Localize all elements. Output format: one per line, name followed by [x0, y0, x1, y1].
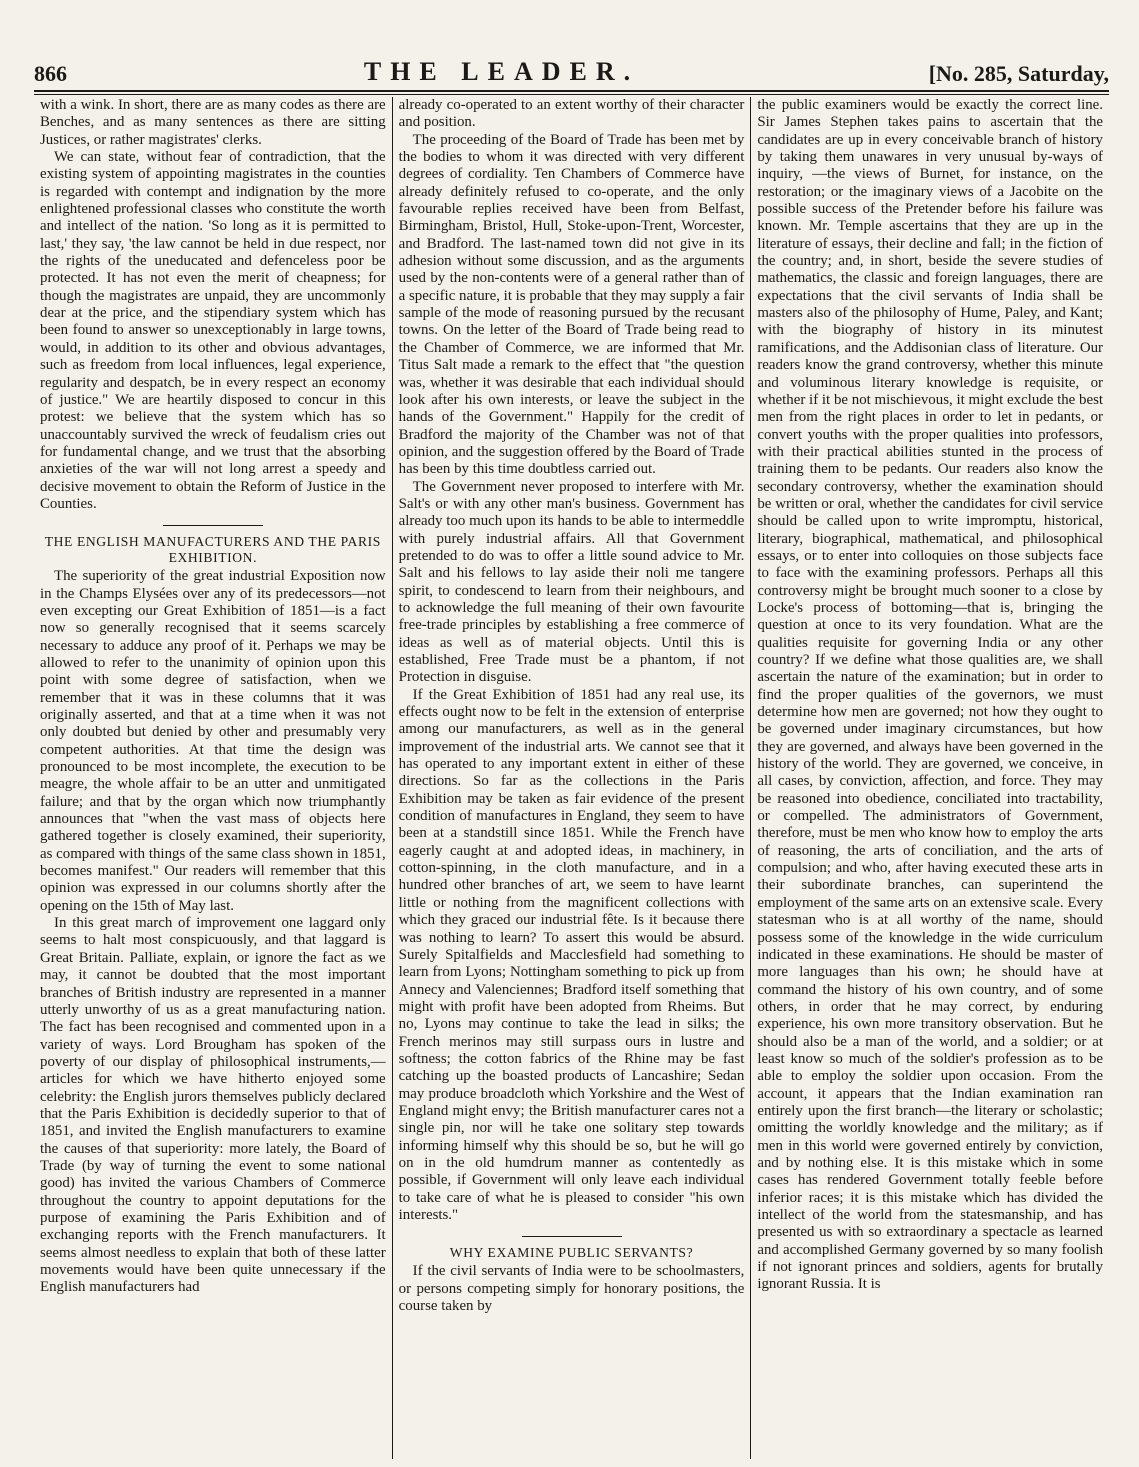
article-heading: WHY EXAMINE PUBLIC SERVANTS?: [449, 1245, 694, 1261]
paragraph: If the civil servants of India were to be schoolmasters, or persons competing simply for honorary positions, the course taken by: [398, 1263, 745, 1315]
column-2: [392, 97, 751, 1459]
page-number: 866: [34, 61, 67, 86]
paragraph: the public examiners would be exactly the correct line. Sir James Stephen takes pains to ascertain that the candidates are up in every conceivable branch of history by taking them unawares in very unusual by-ways of inquiry, —the views of Burnet, for instance, on the restoration; or the imaginary views of a Jacobite on the possible success of the Pretender before his failure was known. Mr. Temple ascertains that they are up in the literature of essays, their decline and fall; in the fiction of the country; and, in short, beside the severe studies of mathematics, the classic and foreign languages, there are expectations that the civil servants of India shall be masters also of the philosophy of Hume, Paley, and Kant; with the biography of history in its minutest ramifications, and the Addisonian class of literature. Our readers know the grand controversy, whether this minute and voluminous literary knowledge is requisite, or whether if it be not mischievous, it might exclude the best men from the right places in order to let in pedants, or convert youths with the proper qualities into professors, with their practical abilities stunted in the process of training them to be pedants. Our readers also know the secondary controversy, whether the examination should be written or oral, whether the candidates for civil service should be called upon to write impromptu, historical, literary, biographical, mathematical, and philosophical essays, or to enter into colloquies on those subjects face to face with the examining professors. Perhaps all this controversy might be brought much sooner to a close by Locke's process of bottoming—that is, bringing the question at once to its very foundation. What are the qualities requisite for governing India or any other country? If we define what those qualities are, we shall ascertain the nature of the examination; but in order to find the proper qualities of the governors, we must determine how men are governed; not how they ought to be governed under imaginary circumstances, but how they are governed, and always have been governed in the history of the world. They are governed, we conceive, in all cases, by conviction, affection, and force. They may be reasoned into obedience, conciliated into tractability, or compelled. The administrators of Government, therefore, must be men who know how to employ the arts of reasoning, the arts of conciliation, and the arts of compulsion; and who, after having executed these arts in their subordinate branches, can superintend the employment of the same arts on an extensive scale. Every statesman who is at all worthy of the name, should possess some of the knowledge in the wide curriculum indicated in these examinations. He should be master of more languages than his own; he should have at command the history of his own country, and of some others, in order that he may correct, by enduring experience, his own more transitory observation. But he should also be a man of the world, and a soldier; or at least know so much of the soldier's profession as to be able to employ the soldier upon occasion. From the account, it appears that the Indian examination ran entirely upon the first branch—the literary or scholastic; omitting the worldly knowledge and the military; as if men in this world were governed entirely by conviction, and by nothing else. It is this mistake which in some cases has rendered Government totally feeble before inferior races; it is this mistake which has divided the intellect of the world from the statesmanship, and has presented us with so extraordinary a spectacle as learned and accomplished Germany governed by so many foolish if not ignorant princes and soldiers, agents for brutally ignorant Russia. It is: [757, 97, 1104, 1293]
paragraph: In this great march of improvement one laggard only seems to halt most conspicuously, and that laggard is Great Britain. Palliate, explain, or ignore the fact as we may, it cannot be doubted that the most important branches of British industry are represented in a manner utterly unworthy of us as a great manufacturing nation. The fact has been recognised and commented upon in a variety of ways. Lord Brougham has spoken of the poverty of our display of philosophical instruments,—articles for which we have hitherto enjoyed some celebrity: the English jurors themselves publicly declared that the Paris Exhibition is decidedly superior to that of 1851, and invited the English manufacturers to examine the causes of that superiority: more lately, the Board of Trade (by way of turning the event to some national good) has invited the various Chambers of Commerce throughout the country to appoint deputations for the purpose of examining the Paris Exhibition and of exchanging reports with the French manufacturers. It seems almost needless to explain that both of these latter movements would have been quite unnecessary if the English manufacturers had: [40, 915, 386, 1296]
section-divider: [163, 525, 263, 526]
paragraph: The superiority of the great industrial Exposition now in the Champs Elysées over any of its predecessors—not even excepting our Great Exhibition of 1851—is a fact now so generally recognised that it seems scarcely necessary to adduce any proof of it. Perhaps we may be allowed to refer to the unanimity of opinion upon this point with some degree of satisfaction, when we remember that it was in these columns that it was originally asserted, and that at a time when it was not only doubted but denied by other and presumably very competent authorities. At that time the design was pronounced to be most incomplete, the execution to be meagre, the whole affair to be an utter and unmitigated failure; and that by the organ which now triumphantly announces that "when the vast mass of objects here gathered together is closely examined, their superiority, as compared with things of the same class shown in 1851, becomes manifest." Our readers will remember that this opinion was expressed in our columns shortly after the opening on the 15th of May last.: [40, 568, 386, 914]
paragraph: We can state, without fear of contradiction, that the existing system of appointing magistrates in the counties is regarded with contempt and indignation by the more enlightened professional classes who constitute the worth and intellect of the nation. 'So long as it is permitted to last,' they say, 'the law cannot be held in due respect, nor the rights of the uneducated and defenceless poor be protected. It has not even the merit of cheapness; for though the magistrates are unpaid, they are uncommonly dear at the price, and the stipendiary system which has been found to answer so unexceptionably in large towns, would, in addition to its other and obvious advantages, such as freedom from local influences, legal experience, regularity and despatch, be in every respect an economy of justice." We are heartily disposed to concur in this protest: we believe that the system which has so unaccountably survived the wreck of feudalism cries out for fundamental change, and we trust that the absorbing anxieties of the war will not long arrest a speedy and decisive movement to obtain the Reform of Justice in the Counties.: [40, 149, 386, 512]
masthead-rule-thin: [34, 94, 1109, 95]
masthead-rule-thick: [34, 90, 1109, 92]
article-heading: THE ENGLISH MANUFACTURERS AND THE PARIS EXHIBITION.: [44, 534, 381, 566]
issue-info: [No. 285, Saturday,: [928, 61, 1109, 86]
paragraph: already co-operated to an extent worthy of their character and position.: [398, 97, 745, 131]
masthead: [34, 55, 1109, 87]
publication-title: THE LEADER.: [363, 57, 640, 86]
paragraph: The Government never proposed to interfere with Mr. Salt's or with any other man's business. Government has already too much upon its hands to be able to intermeddle with purely industrial affairs. All that Government pretended to do was to offer a little sound advice to Mr. Salt and his fellows to lay aside their noli me tangere spirit, to condescend to learn from their neighbours, and to acknowledge the full meaning of their own favourite free-trade principles by establishing a free commerce of ideas as well as of material objects. Until this is established, Free Trade must be a phantom, if not Protection in disguise.: [398, 478, 745, 686]
column-1: [34, 97, 392, 1459]
paragraph: with a wink. In short, there are as many codes as there are Benches, and as many sentences as there are sitting Justices, or rather magistrates' clerks.: [40, 97, 386, 148]
paragraph: The proceeding of the Board of Trade has been met by the bodies to whom it was directed with very different degrees of cordiality. Ten Chambers of Commerce have already definitely refused to co-operate, and the only favourable replies received have been from Belfast, Birmingham, Bristol, Hull, Stoke-upon-Trent, Worcester, and Bradford. The last-named town did not give in its adhesion without some discussion, and as the arguments used by the non-contents were of a general rather than of a specific nature, it is probable that they may supply a fair sample of the mode of reasoning pursued by the recusant towns. On the letter of the Board of Trade being read to the Chamber of Commerce, we are informed that Mr. Titus Salt made a remark to the effect that "the question was, whether it was desirable that each individual should look after his own interests, or leave the subject in the hands of the Government." Happily for the credit of Bradford the majority of the Chamber was not of that opinion, and the suggestion offered by the Board of Trade has been by this time doubtless carried out.: [398, 131, 745, 478]
section-divider: [522, 1236, 622, 1237]
column-3: [750, 97, 1109, 1459]
article-columns: [34, 97, 1109, 1459]
paragraph: If the Great Exhibition of 1851 had any real use, its effects ought now to be felt in the extension of enterprise among our manufacturers, as well as in the general improvement of the industrial arts. We cannot see that it has operated to any important extent in either of these directions. So far as the collections in the Paris Exhibition may be taken as fair evidence of the present condition of manufactures in England, they seem to have been at a standstill since 1851. While the French have eagerly caught at and adopted ideas, in machinery, in cotton-spinning, in the cloth manufacture, and in a hundred other branches of art, we seem to have learnt little or nothing from the magnificent collections with which they graced our industrial fête. Is it because there was nothing to learn? To assert this would be absurd. Surely Spitalfields and Macclesfield had something to learn from Lyons; Nottingham something to pick up from Annecy and Valenciennes; Bradford itself something that might with profit have been adopted from Rheims. But no, Lyons may continue to take the lead in silks; the French merinos may still surpass ours in lustre and softness; the cotton fabrics of the Rhine may be fast catching up the boasted products of Lancashire; Sedan may produce broadcloth which Yorkshire and the West of England might envy; the British manufacturer cares not a single pin, nor will he take one solitary step towards informing himself why this should be so, but he will go on in the old humdrum manner as contentedly as possible, if Government will only leave each individual to take care of what he is pleased to consider "his own interests.": [398, 686, 745, 1223]
